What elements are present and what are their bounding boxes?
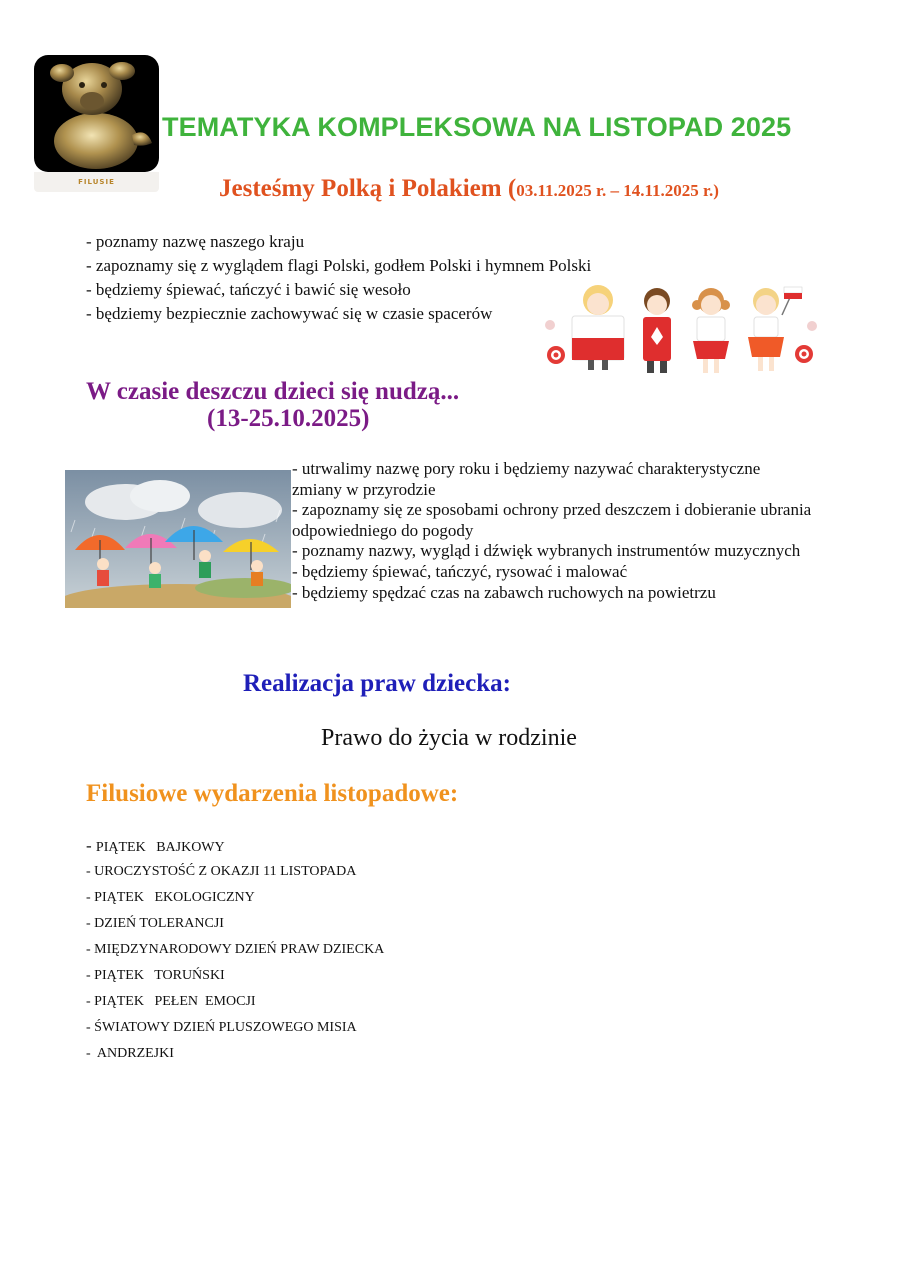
topic1-dates: 03.11.2025 r. – 14.11.2025 r.) xyxy=(516,181,719,200)
event-item: - MIĘDZYNARODOWY DZIEŃ PRAW DZIECKA xyxy=(86,942,385,957)
page-title: TEMATYKA KOMPLEKSOWA NA LISTOPAD 2025 xyxy=(162,112,792,142)
child-right-text: Prawo do życia w rodzinie xyxy=(321,725,577,751)
topic1-title: Jesteśmy Polką i Polakiem ( xyxy=(219,175,517,202)
topic1-heading xyxy=(219,175,719,203)
list-item: - zapoznamy się ze sposobami ochrony przed deszczem i dobieranie ubrania odpowiedniego do pogody xyxy=(292,500,812,540)
list-item: - poznamy nazwę naszego kraju xyxy=(86,232,305,251)
events-list xyxy=(86,835,384,1069)
kindergarten-logo xyxy=(34,55,159,192)
list-item: - będziemy bezpiecznie zachowywać się w czasie spacerów xyxy=(86,304,493,323)
event-item: - PIĄTEK BAJKOWY xyxy=(86,836,225,855)
events-heading: Filusiowe wydarzenia listopadowe: xyxy=(86,780,459,807)
kids-polish-flags-illustration xyxy=(536,280,826,380)
event-item: - PIĄTEK PEŁEN EMOCJI xyxy=(86,994,256,1009)
event-item: - ANDRZEJKI xyxy=(86,1046,174,1061)
event-item: - DZIEŃ TOLERANCJI xyxy=(86,916,224,931)
event-item: - UROCZYSTOŚĆ Z OKAZJI 11 LISTOPADA xyxy=(86,864,357,879)
rain-umbrellas-illustration xyxy=(65,470,291,608)
logo-caption: FILUSIE xyxy=(34,172,159,192)
event-item: - ŚWIATOWY DZIEŃ PLUSZOWEGO MISIA xyxy=(86,1020,357,1035)
list-item: - będziemy śpiewać, tańczyć, rysować i malować xyxy=(292,561,628,581)
list-item: - zapoznamy się z wyglądem flagi Polski, godłem Polski i hymnem Polski xyxy=(86,256,592,275)
logo-mascot-image xyxy=(34,55,159,172)
list-item: - poznamy nazwy, wygląd i dźwięk wybranych instrumentów muzycznych xyxy=(292,541,801,561)
list-item: - będziemy spędzać czas na zabawch ruchowych na powietrzu xyxy=(292,582,716,602)
topic2-list xyxy=(292,459,812,603)
list-item: - będziemy śpiewać, tańczyć i bawić się wesoło xyxy=(86,280,411,299)
event-item: - PIĄTEK EKOLOGICZNY xyxy=(86,890,255,905)
topic2-title: W czasie deszczu dzieci się nudzą... xyxy=(86,378,460,405)
event-item: - PIĄTEK TORUŃSKI xyxy=(86,968,225,983)
list-item: - utrwalimy nazwę pory roku i będziemy nazywać charakterystyczne zmiany w przyrodzie xyxy=(292,459,761,499)
topic2-dates: (13-25.10.2025) xyxy=(207,405,370,432)
child-rights-heading: Realizacja praw dziecka: xyxy=(243,670,511,697)
